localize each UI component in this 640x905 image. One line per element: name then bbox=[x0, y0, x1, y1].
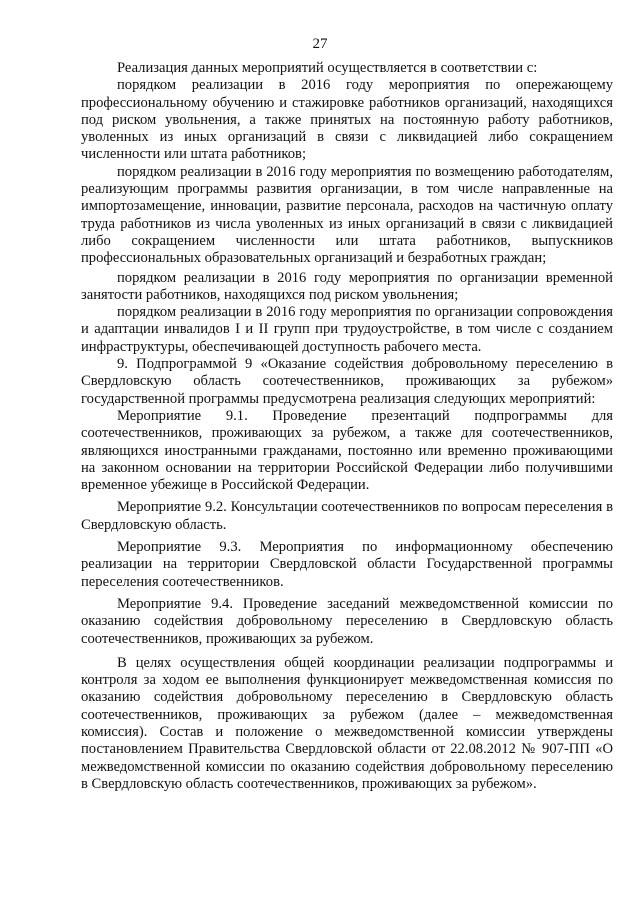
paragraph-procedure-reimbursement: порядком реализации в 2016 году мероприятия по возмещению работодателям, реализующим программы развития организации, в том числе направленные на импортозамещение, инновации, развитие персонала, расходов на частичную оплату труда работников из числа уволенных из иных организаций в связи с ликвидацией либо сокращением численности или штата работников, выпускников профессиональных образовательных организаций и безработных граждан; bbox=[81, 163, 613, 267]
document-body bbox=[81, 60, 613, 793]
paragraph-measure-9-2: Мероприятие 9.2. Консультации соотечественников по вопросам переселения в Свердловскую область. bbox=[81, 499, 613, 533]
page-number: 27 bbox=[312, 36, 328, 52]
paragraph-subprogram-9: 9. Подпрограммой 9 «Оказание содействия добровольному переселению в Свердловскую область соотечественников, проживающих за рубежом» государственной программы предусмотрена реализация следующих мероприятий: bbox=[81, 356, 613, 407]
paragraph-intro: Реализация данных мероприятий осуществляется в соответствии с: bbox=[117, 60, 538, 76]
paragraph-procedure-disabled-support: порядком реализации в 2016 году мероприятия по организации сопровождения и адаптации инвалидов I и II групп при трудоустройстве, в том числе с созданием инфраструктуры, обеспечивающей доступность рабочего места. bbox=[81, 304, 613, 355]
paragraph-measure-9-3: Мероприятие 9.3. Мероприятия по информационному обеспечению реализации на территории Свердловской области Государственной программы переселения соотечественников. bbox=[81, 539, 613, 590]
paragraph-measure-9-1: Мероприятие 9.1. Проведение презентаций подпрограммы для соотечественников, проживающих за рубежом, а также для соотечественников, являющихся иностранными гражданами, постоянно или временно проживающими на законном основании на территории Российской Федерации либо получившими временное убежище в Российской Федерации. bbox=[81, 407, 613, 494]
paragraph-coordination-commission: В целях осуществления общей координации реализации подпрограммы и контроля за ходом ее выполнения функционирует межведомственная комиссия по оказанию содействия добровольному переселению в Свердловскую область соотечественников, проживающих за рубежом (далее – межведомственная комиссия). Состав и положение о межведомственной комиссии утверждены постановлением Правительства Свердловской области от 22.08.2012 № 907-ПП «О межведомственной комиссии по оказанию содействия добровольному переселению в Свердловскую область соотечественников, проживающих за рубежом». bbox=[81, 654, 613, 792]
paragraph-procedure-temporary-employment: порядком реализации в 2016 году мероприятия по организации временной занятости работников, находящихся под риском увольнения; bbox=[81, 269, 613, 303]
paragraph-measure-9-4: Мероприятие 9.4. Проведение заседаний межведомственной комиссии по оказанию содействия добровольному переселению в Свердловскую область соотечественников, проживающих за рубежом. bbox=[81, 595, 613, 647]
paragraph-procedure-training: порядком реализации в 2016 году мероприятия по опережающему профессиональному обучению и стажировке работников организаций, находящихся под риском увольнения, а также принятых на постоянную работу работников, уволенных из иных организаций в связи с ликвидацией либо сокращением численности или штата работников; bbox=[81, 77, 613, 163]
